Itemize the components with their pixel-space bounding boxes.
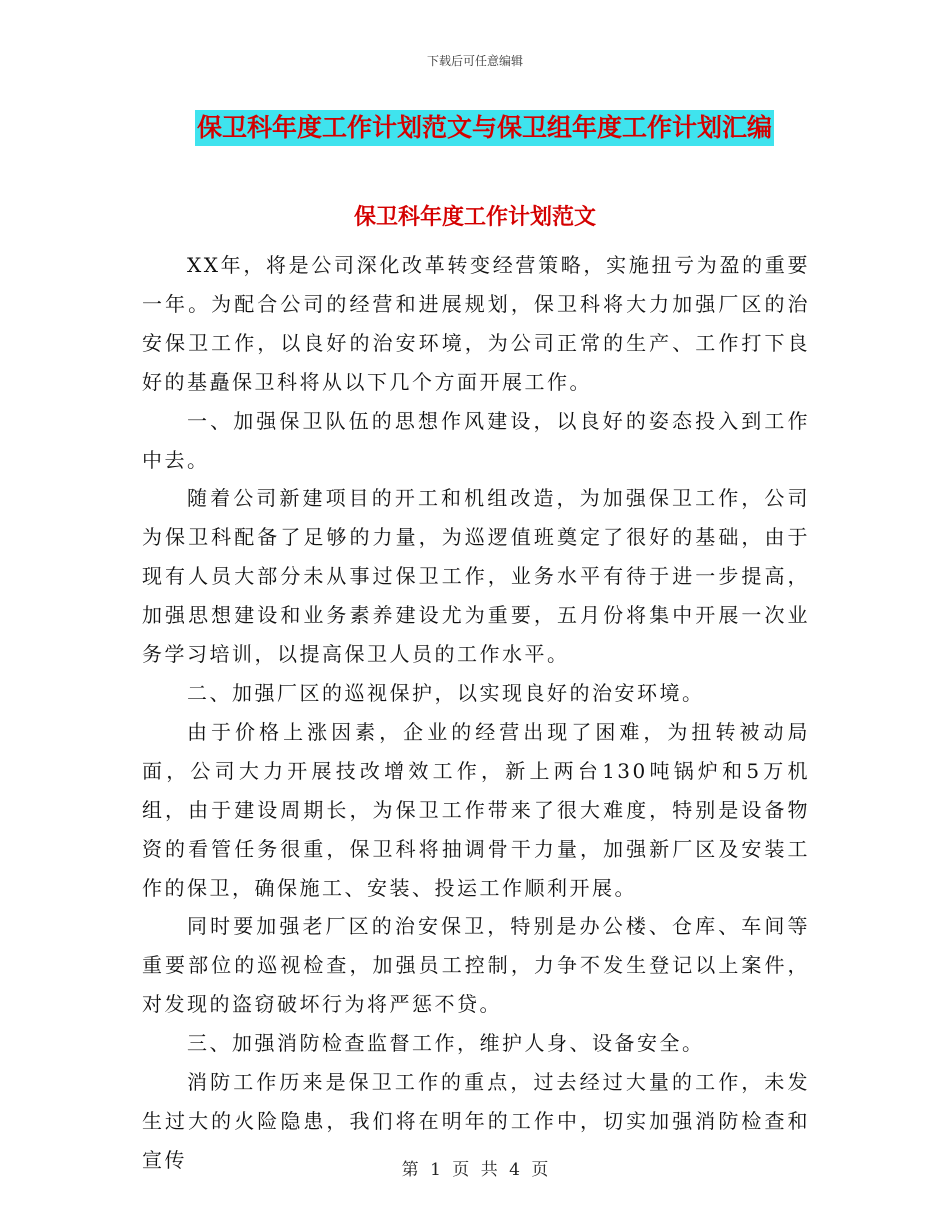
paragraph: 同时要加强老厂区的治安保卫，特别是办公楼、仓库、车间等重要部位的巡视检查，加强员工控制，力争不发生登记以上案件，对发现的盗窃破坏行为将严惩不贷。: [142, 914, 810, 1017]
footer-label-total: 共: [480, 1160, 498, 1180]
footer-total-pages: 4: [509, 1160, 520, 1180]
footer-current-page: 1: [430, 1160, 441, 1180]
page-footer: [0, 1155, 950, 1180]
footer-label-page-unit: 页: [452, 1160, 470, 1180]
paragraph: 由于价格上涨因素，企业的经营出现了困难，为扭转被动局面，公司大力开展技改增效工作，新上两台130吨锅炉和5万机组，由于建设周期长，为保卫工作带来了很大难度，特别是设备物资的看管任务很重，保卫科将抽调骨干力量，加强新厂区及安装工作的保卫，确保施工、安装、投运工作顺利开展。: [142, 719, 810, 900]
paragraph: 二、加强厂区的巡视保护，以实现良好的治安环境。: [187, 680, 705, 705]
page-header-note: 下载后可任意编辑: [426, 54, 523, 68]
footer-label-total-unit: 页: [531, 1160, 549, 1180]
document-body: [142, 246, 810, 1180]
paragraph: 消防工作历来是保卫工作的重点，过去经过大量的工作，未发生过大的火险隐患，我们将在明年的工作中，切实加强消防检查和宣传: [142, 1070, 810, 1172]
paragraph: XX年，将是公司深化改革转变经营策略，实施扭亏为盈的重要一年。为配合公司的经营和进展规划，保卫科将大力加强厂区的治安保卫工作，以良好的治安环境，为公司正常的生产、工作打下良好的基矗保卫科将从以下几个方面开展工作。: [142, 253, 810, 394]
paragraph: 随着公司新建项目的开工和机组改造，为加强保卫工作，公司为保卫科配备了足够的力量，为巡逻值班奠定了很好的基础，由于现有人员大部分未从事过保卫工作，业务水平有待于进一步提高，加强思想建设和业务素养建设尤为重要，五月份将集中开展一次业务学习培训，以提高保卫人员的工作水平。: [142, 486, 810, 667]
section-title: 保卫科年度工作计划范文: [353, 205, 596, 230]
document-main-title: 保卫科年度工作计划范文与保卫组年度工作计划汇编: [195, 110, 774, 146]
footer-label-page: 第: [401, 1160, 419, 1180]
paragraph: 一、加强保卫队伍的思想作风建设，以良好的姿态投入到工作中去。: [142, 408, 810, 472]
paragraph: 三、加强消防检查监督工作，维护人身、设备安全。: [187, 1031, 705, 1056]
